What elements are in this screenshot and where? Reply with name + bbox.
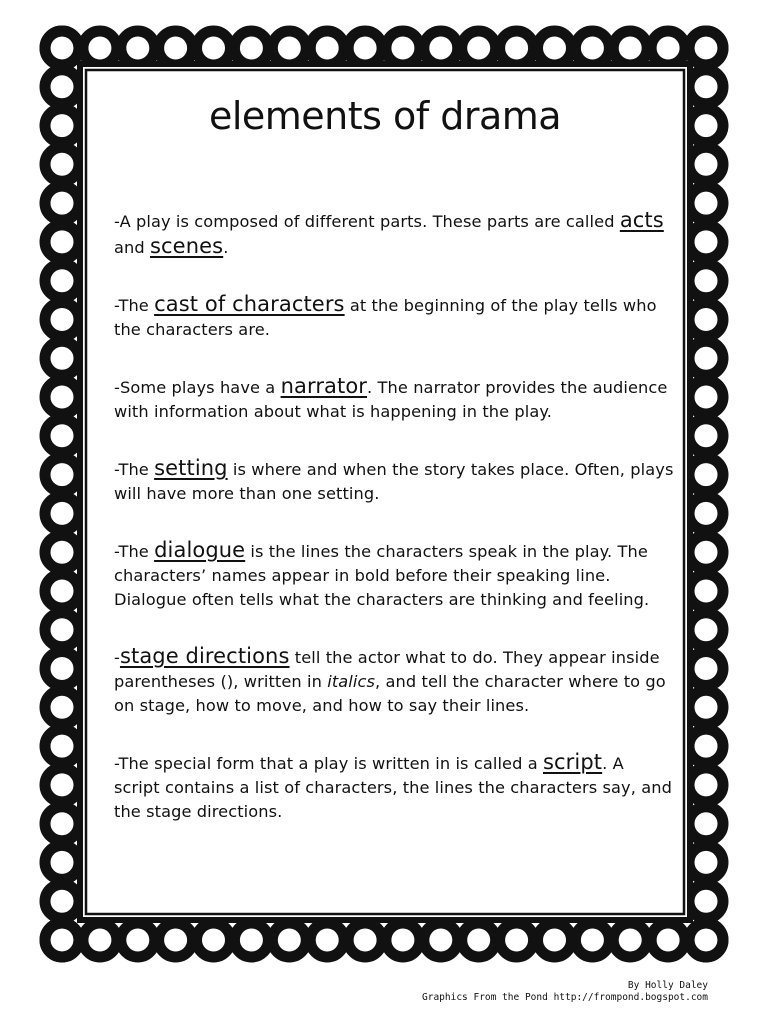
paragraph-text: and bbox=[114, 238, 150, 257]
paragraph-text: . A script contains a list of characters, the lines the characters say, and the stage directions. bbox=[114, 754, 672, 821]
page-title: elements of drama bbox=[208, 94, 562, 138]
paragraph-text: -The bbox=[114, 460, 155, 479]
vocabulary-term: cast of characters bbox=[154, 292, 345, 316]
paragraph-text: , and tell the character where to go on stage, how to move, and how to say their lines. bbox=[114, 672, 666, 715]
author-credit: By Holly Daley bbox=[627, 980, 708, 991]
vocabulary-term: setting bbox=[154, 456, 228, 480]
paragraph-text: -The bbox=[114, 542, 155, 561]
vocabulary-term: dialogue bbox=[154, 538, 246, 562]
drama-element-paragraph bbox=[114, 208, 674, 260]
paragraph-text: -Some plays have a bbox=[114, 378, 281, 397]
paragraph-text: . bbox=[223, 238, 229, 257]
graphics-credit: Graphics From the Pond http://frompond.bogspot.com bbox=[422, 992, 708, 1003]
vocabulary-term: script bbox=[543, 750, 603, 774]
vocabulary-term: stage directions bbox=[119, 644, 290, 668]
drama-element-paragraph bbox=[114, 292, 674, 342]
paragraph-text: -A play is composed of different parts. These parts are called bbox=[114, 212, 620, 231]
paragraph-text: at the beginning of the play tells who the characters are. bbox=[114, 296, 657, 339]
worksheet-page bbox=[80, 64, 690, 920]
vocabulary-term: narrator bbox=[280, 374, 368, 398]
vocabulary-term: acts bbox=[619, 208, 664, 232]
drama-element-paragraph bbox=[114, 456, 674, 506]
paragraph-text: -The bbox=[114, 296, 155, 315]
paragraph-text: . The narrator provides the audience with information about what is happening in the play. bbox=[114, 378, 668, 421]
drama-element-paragraph bbox=[114, 374, 674, 424]
drama-element-paragraph bbox=[114, 750, 674, 824]
drama-element-paragraph bbox=[114, 538, 674, 612]
credits bbox=[422, 980, 708, 1004]
paragraph-text: - bbox=[114, 648, 120, 667]
vocabulary-term: scenes bbox=[150, 234, 224, 258]
drama-element-paragraph bbox=[114, 644, 674, 718]
paragraph-text: is where and when the story takes place. Often, plays will have more than one setting. bbox=[114, 460, 674, 503]
paragraph-text: -The special form that a play is written in is called a bbox=[114, 754, 543, 773]
italic-text: italics bbox=[327, 672, 376, 691]
paragraph-text: is the lines the characters speak in the play. The characters’ names appear in bold before their speaking line. Dialogue often tells what the characters are thinking and feeling. bbox=[114, 542, 650, 609]
paragraph-text: tell the actor what to do. They appear inside parentheses (), written in bbox=[114, 648, 660, 691]
notes-body bbox=[114, 208, 674, 856]
